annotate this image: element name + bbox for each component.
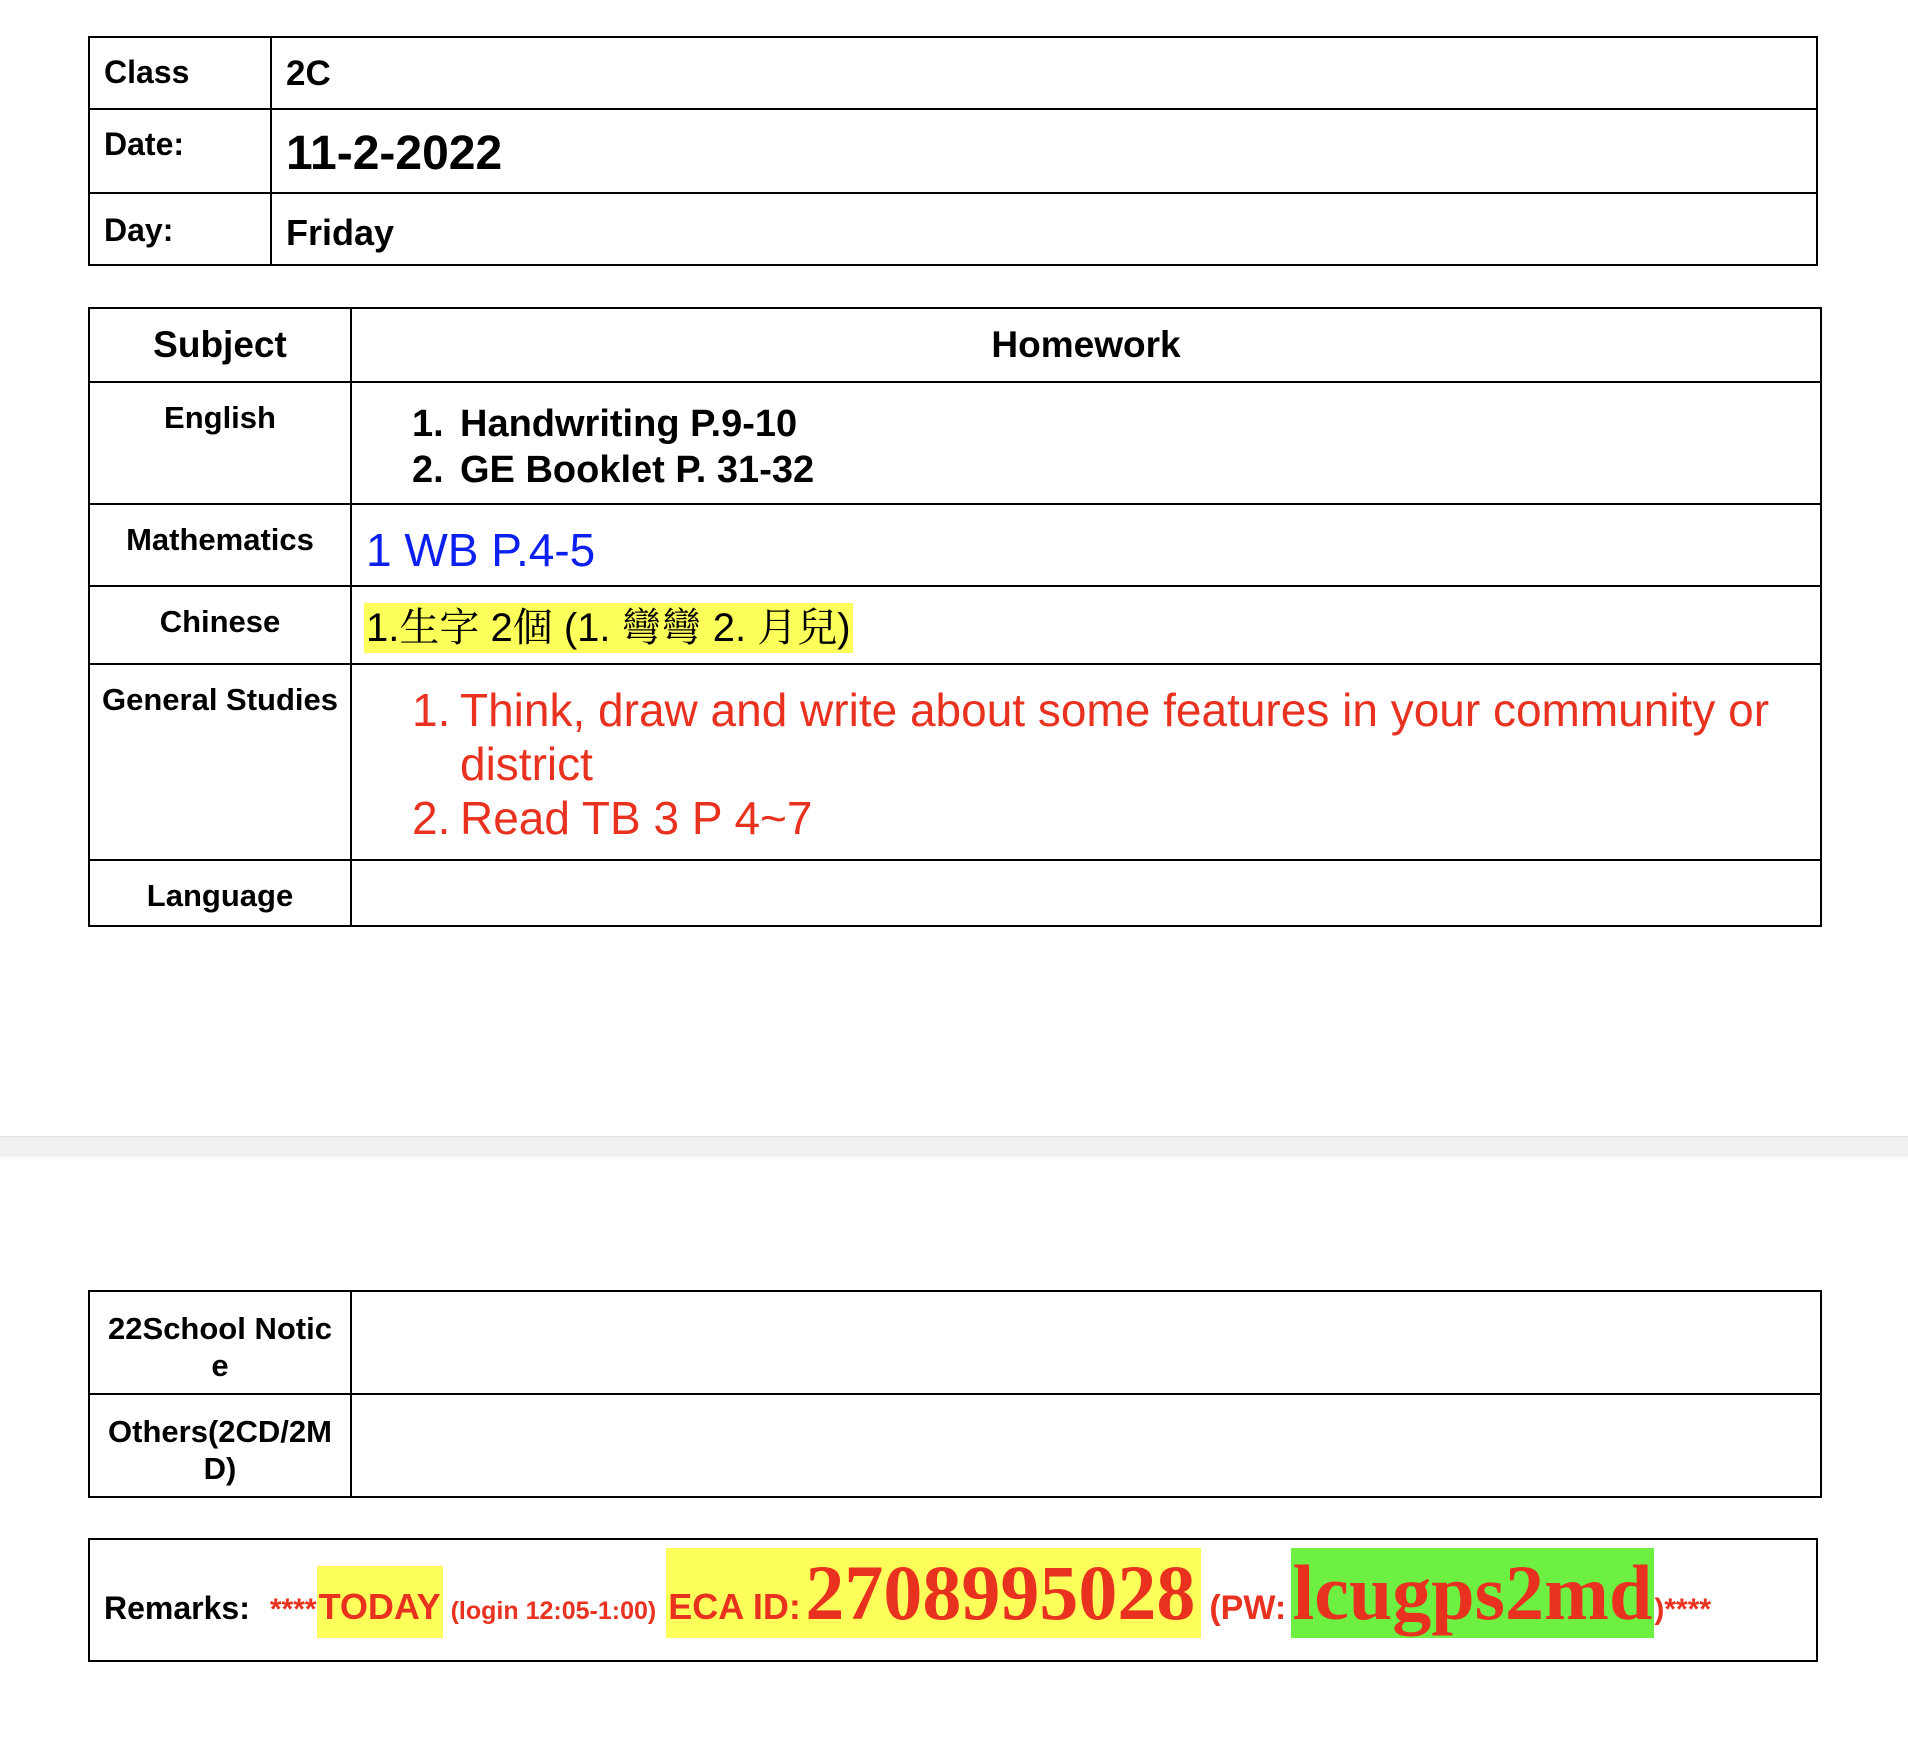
- notice-table: [88, 1290, 1822, 1498]
- language-row: [89, 860, 1821, 926]
- date-value-cell: [271, 109, 1817, 193]
- school-notice-value: [351, 1291, 1821, 1394]
- remarks-label: Remarks:: [104, 1590, 250, 1626]
- class-value: 2C: [286, 54, 331, 93]
- school-notice-row: [89, 1291, 1821, 1394]
- homework-header-row: [89, 308, 1821, 382]
- pw-label: (PW:: [1209, 1589, 1287, 1627]
- general-studies-item-1: [412, 683, 1790, 791]
- chinese-homework-cell: [351, 586, 1821, 664]
- today-highlight: TODAY: [317, 1566, 443, 1638]
- general-studies-row: [89, 664, 1821, 860]
- stars-open: ****: [269, 1593, 317, 1626]
- list-text: GE Booklet P. 31-32: [460, 449, 815, 491]
- day-row: [89, 193, 1817, 265]
- list-number: 2.: [412, 449, 444, 491]
- info-table: [88, 36, 1818, 266]
- general-studies-item-2: [412, 791, 1790, 845]
- english-item-2: [412, 447, 1820, 493]
- general-studies-subject: General Studies: [89, 664, 351, 860]
- day-value-cell: [271, 193, 1817, 265]
- mathematics-subject: Mathematics: [89, 504, 351, 586]
- others-row: [89, 1394, 1821, 1497]
- chinese-row: [89, 586, 1821, 664]
- list-text: Think, draw and write about some features in your community or district: [460, 684, 1770, 790]
- login-time: (login 12:05-1:00): [450, 1597, 657, 1625]
- date-value: 11-2-2022: [286, 127, 503, 180]
- page-break: [0, 1136, 1908, 1158]
- header-homework: Homework: [351, 308, 1821, 382]
- others-label: Others(2CD/2MD): [89, 1394, 351, 1497]
- eca-highlight: [666, 1548, 1201, 1638]
- eca-id: 2708995028: [805, 1549, 1196, 1636]
- mathematics-homework: 1 WB P.4-5: [366, 524, 596, 576]
- mathematics-homework-cell: [351, 504, 1821, 586]
- class-value-cell: [271, 37, 1817, 109]
- date-row: [89, 109, 1817, 193]
- list-text: Handwriting P.9-10: [460, 403, 798, 445]
- stars-close: )****: [1654, 1593, 1712, 1626]
- homework-table: [88, 307, 1822, 927]
- remarks-box: [88, 1538, 1818, 1662]
- list-number: 1.: [412, 684, 451, 736]
- pw-value: lcugps2md: [1292, 1549, 1653, 1636]
- language-homework-cell: [351, 860, 1821, 926]
- chinese-subject: Chinese: [89, 586, 351, 664]
- eca-label: ECA ID:: [668, 1586, 801, 1627]
- day-value: Friday: [286, 212, 395, 253]
- day-label: Day:: [89, 193, 271, 265]
- language-subject: Language: [89, 860, 351, 926]
- mathematics-row: [89, 504, 1821, 586]
- others-value: [351, 1394, 1821, 1497]
- list-number: 2.: [412, 792, 451, 844]
- english-row: [89, 382, 1821, 504]
- list-text: Read TB 3 P 4~7: [460, 792, 813, 844]
- english-homework-cell: [351, 382, 1821, 504]
- chinese-homework: 1.生字 2個 (1. 彎彎 2. 月兒): [364, 603, 853, 653]
- english-item-1: [412, 401, 1820, 447]
- class-row: [89, 37, 1817, 109]
- class-label: Class: [89, 37, 271, 109]
- remarks-line: [104, 1548, 1711, 1638]
- english-homework-list: [352, 383, 1820, 493]
- school-notice-label: 22School Notice: [89, 1291, 351, 1394]
- date-label: Date:: [89, 109, 271, 193]
- header-subject: Subject: [89, 308, 351, 382]
- general-studies-homework-cell: [351, 664, 1821, 860]
- list-number: 1.: [412, 403, 444, 445]
- english-subject: English: [89, 382, 351, 504]
- general-studies-homework-list: [352, 665, 1820, 845]
